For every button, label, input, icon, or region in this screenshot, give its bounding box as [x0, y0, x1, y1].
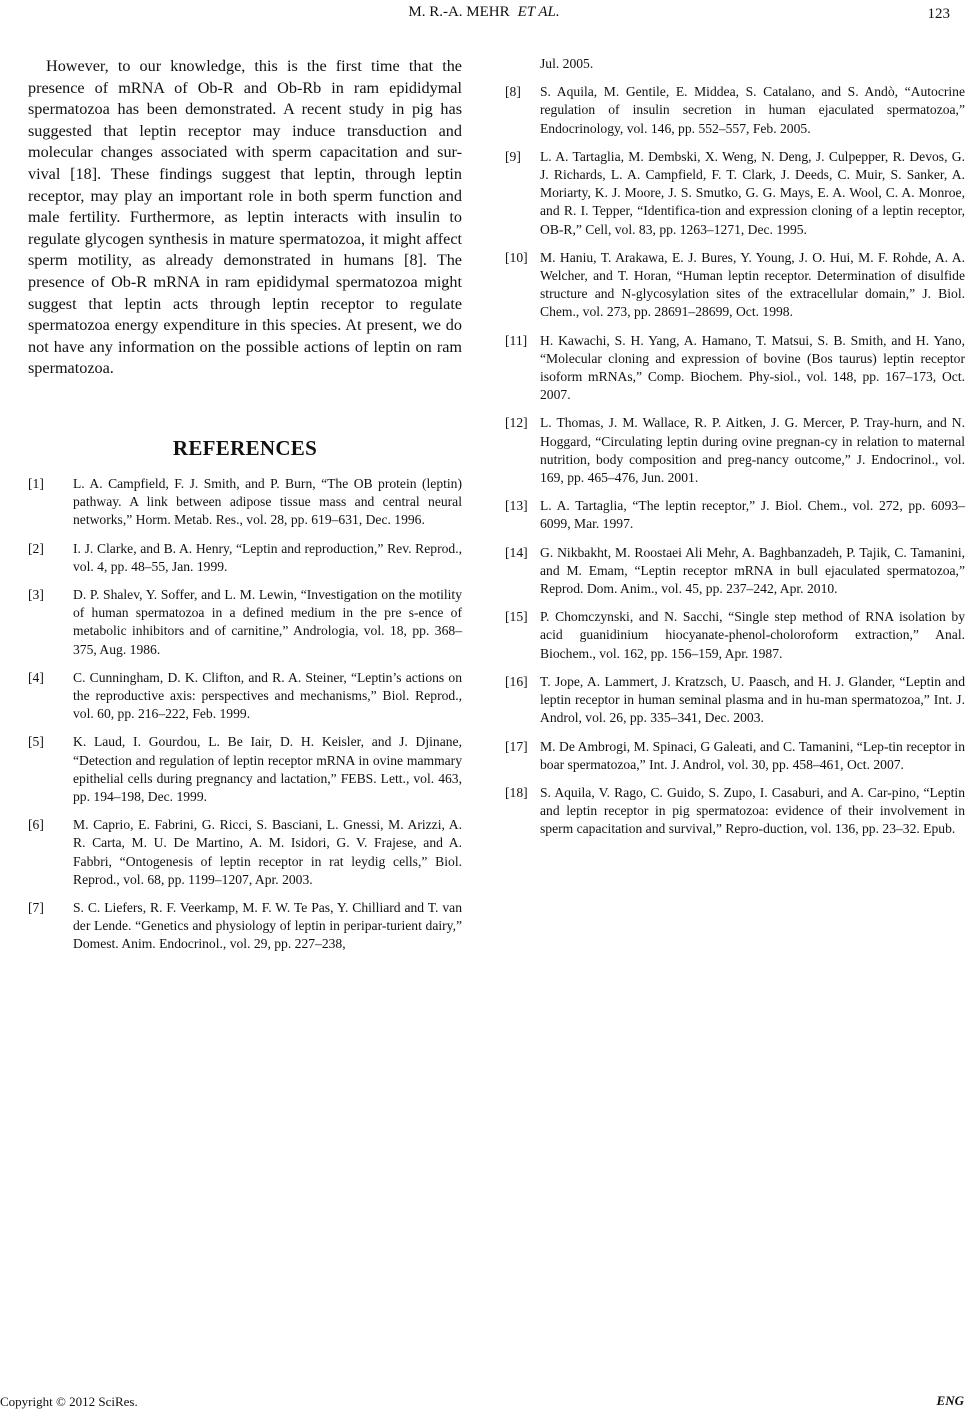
- references-list-right: [505, 83, 965, 838]
- reference-text: L. A. Tartaglia, “The leptin receptor,” J. Biol. Chem., vol. 272, pp. 6093–6099, Mar. 1997.: [540, 498, 965, 532]
- reference-text: L. A. Tartaglia, M. Dembski, X. Weng, N. Deng, J. Culpepper, R. Devos, G. J. Richards, L. A. Campfield, F. T. Clark, J. Deeds, C. Muir, S. Sanker, A. Moriarty, K. J. Moore, J. S. Smutko, G. G. Mays, E. A. Wool, C. A. Monroe, and R. I. Tepper, “Identifica-tion and expression cloning of a leptin receptor, OB-R,” Cell, vol. 83, pp. 1263–1271, Dec. 1995.: [540, 148, 965, 237]
- reference-text: S. C. Liefers, R. F. Veerkamp, M. F. W. Te Pas, Y. Chilliard and T. van der Lende. “Genetics and physiology of leptin in peripar-turient dairy,” Domest. Anim. Endocrinol., vol. 29, pp. 227–238,: [73, 899, 462, 952]
- reference-text: L. A. Campfield, F. J. Smith, and P. Burn, “The OB protein (leptin) pathway. A link between adipose tissue mass and central neural networks,” Horm. Metab. Res., vol. 28, pp. 619–631, Dec. 1996.: [73, 475, 462, 528]
- header-authors: M. R.-A. MEHR: [408, 4, 510, 20]
- reference-item: [505, 497, 965, 533]
- reference-text: H. Kawachi, S. H. Yang, A. Hamano, T. Matsui, S. B. Smith, and H. Yano, “Molecular cloning and expression of bovine (Bos taurus) leptin receptor isoform mRNAs,” Comp. Biochem. Phy-siol., vol. 148, pp. 167–173, Oct. 2007.: [540, 332, 965, 403]
- references-list-left: [28, 475, 462, 954]
- running-header: [0, 4, 968, 21]
- reference-item: [28, 540, 462, 576]
- reference-number: [17]: [505, 738, 528, 754]
- page-number: 123: [927, 6, 950, 22]
- reference-item: [505, 249, 965, 322]
- reference-item: [505, 673, 965, 728]
- reference-number: [5]: [28, 734, 44, 750]
- reference-text: D. P. Shalev, Y. Soffer, and L. M. Lewin, “Investigation on the motility of human spermatozoa in a defined medium in the pre s-ence of metabolic inhibitors and of carnitine,” Andrologia, vol. 18, pp. 368–375, Aug. 1986.: [73, 586, 462, 657]
- reference-item: [505, 332, 965, 405]
- reference-text: M. De Ambrogi, M. Spinaci, G Galeati, and C. Tamanini, “Lep-tin receptor in boar spermatozoa,” Int. J. Androl, vol. 30, pp. 458–461, Oct. 2007.: [540, 738, 965, 772]
- footer-copyright: Copyright © 2012 SciRes.: [0, 1394, 138, 1409]
- reference-text: G. Nikbakht, M. Roostaei Ali Mehr, A. Baghbanzadeh, P. Tajik, C. Tamanini, and M. Emam, “Leptin receptor mRNA in bull ejaculated spermatozoa,” Reprod. Dom. Anim., vol. 45, pp. 237–242, Apr. 2010.: [540, 544, 965, 597]
- reference-number: [18]: [505, 784, 528, 800]
- reference-item: [505, 544, 965, 599]
- reference-text: T. Jope, A. Lammert, J. Kratzsch, U. Paasch, and H. J. Glander, “Leptin and leptin receptor in human seminal plasma and in hu-man spermatozoa,” Int. J. Androl, vol. 26, pp. 335–341, Dec. 2003.: [540, 673, 965, 726]
- reference-item: [28, 669, 462, 724]
- reference-number: [9]: [505, 148, 521, 164]
- reference-text: S. Aquila, V. Rago, C. Guido, S. Zupo, I. Casaburi, and A. Car-pino, “Leptin and leptin receptor in pig spermatozoa: evidence of their involvement in sperm capacitation and survival,” Repro-duction, vol. 136, pp. 23–32. Epub.: [540, 784, 965, 837]
- reference-text: I. J. Clarke, and B. A. Henry, “Leptin and reproduction,” Rev. Reprod., vol. 4, pp. 48–55, Jan. 1999.: [73, 540, 462, 574]
- reference-number: [12]: [505, 415, 528, 431]
- reference-text: C. Cunningham, D. K. Clifton, and R. A. Steiner, “Leptin’s actions on the reproductive axis: perspectives and mechanisms,” Biol. Reprod., vol. 60, pp. 216–222, Feb. 1999.: [73, 669, 462, 722]
- reference-number: [8]: [505, 84, 521, 100]
- reference-number: [15]: [505, 609, 528, 625]
- reference-item: [28, 733, 462, 806]
- reference-item: [505, 784, 965, 839]
- reference-item: [505, 148, 965, 239]
- reference-continuation: Jul. 2005.: [540, 56, 594, 71]
- reference-text: S. Aquila, M. Gentile, E. Middea, S. Catalano, and S. Andò, “Autocrine regulation of insulin secretion in human ejaculated spermatozoa,” Endocrinology, vol. 146, pp. 552–557, Feb. 2005.: [540, 84, 965, 136]
- reference-number: [11]: [505, 332, 528, 348]
- reference-item: [505, 608, 965, 663]
- footer-journal: ENG: [936, 1393, 964, 1408]
- reference-text: M. Haniu, T. Arakawa, E. J. Bures, Y. Young, J. O. Hui, M. F. Rohde, A. A. Welcher, and T. Horan, “Human leptin receptor. Determination of disulfide structure and N-glycosylation sites of the extracellular domain,” J. Biol. Chem., vol. 273, pp. 28691–28699, Oct. 1998.: [540, 249, 965, 320]
- reference-number: [10]: [505, 249, 528, 265]
- right-column: [505, 55, 965, 849]
- reference-text: K. Laud, I. Gourdou, L. Be Iair, D. H. Keisler, and J. Djinane, “Detection and regulation of leptin receptor mRNA in ovine mammary epithelial cells during pregnancy and lactation,” FEBS. Lett., vol. 463, pp. 194–198, Dec. 1999.: [73, 734, 462, 804]
- reference-item: [505, 414, 965, 487]
- reference-item: [28, 816, 462, 889]
- reference-item: [28, 586, 462, 659]
- reference-item: [28, 899, 462, 954]
- reference-number: [13]: [505, 498, 528, 514]
- left-column: [28, 56, 462, 964]
- header-etal: ET AL.: [517, 4, 560, 20]
- reference-number: [7]: [28, 899, 44, 915]
- reference-item: [28, 475, 462, 530]
- reference-number: [1]: [28, 475, 44, 491]
- reference-number: [3]: [28, 586, 44, 602]
- reference-number: [14]: [505, 544, 528, 560]
- references-heading: REFERENCES: [172, 435, 318, 460]
- reference-item: [505, 83, 965, 138]
- reference-number: [4]: [28, 669, 44, 685]
- body-paragraph: However, to our knowledge, this is the first time that the presence of mRNA of Ob-R and Ob-Rb in ram epididymal spermatozoa has been demonstrated. A recent study in pig has suggested that leptin receptor may induce transduction and molecular changes associated with sperm capacitation and sur-vival [18]. These findings suggest that leptin, through leptin receptor, may play an important role in both sperm function and male fertility. Furthermore, as leptin interacts with insulin to regulate glycogen synthesis in mature spermatozoa, it might affect sperm motility, as already demonstrated in humans [8]. The presence of Ob-R mRNA in ram epididymal spermatozoa might suggest that leptin acts through leptin receptor to regulate spermatozoa energy expenditure in this species. At present, we do not have any information on the possible actions of leptin on ram spermatozoa.: [28, 57, 462, 378]
- reference-text: P. Chomczynski, and N. Sacchi, “Single step method of RNA isolation by acid guanidinium hiocyanate-phenol-choloroform extraction,” Anal. Biochem., vol. 162, pp. 156–159, Apr. 1987.: [540, 609, 965, 661]
- reference-text: L. Thomas, J. M. Wallace, R. P. Aitken, J. G. Mercer, P. Tray-hurn, and N. Hoggard, “Circulating leptin during ovine pregnan-cy in relation to maternal nutrition, body composition and preg-nancy outcome,” J. Endocrinol., vol. 169, pp. 465–476, Jun. 2001.: [540, 415, 965, 486]
- reference-number: [2]: [28, 540, 44, 556]
- reference-item: [505, 738, 965, 774]
- reference-text: M. Caprio, E. Fabrini, G. Ricci, S. Basciani, L. Gnessi, M. Arizzi, A. R. Carta, M. U. De Martino, A. M. Isidori, G. V. Frajese, and A. Fabbri, “Ontogenesis of leptin receptor in rat leydig cells,” Biol. Reprod., vol. 68, pp. 1199–1207, Apr. 2003.: [73, 817, 462, 887]
- reference-number: [16]: [505, 673, 528, 689]
- reference-number: [6]: [28, 817, 44, 833]
